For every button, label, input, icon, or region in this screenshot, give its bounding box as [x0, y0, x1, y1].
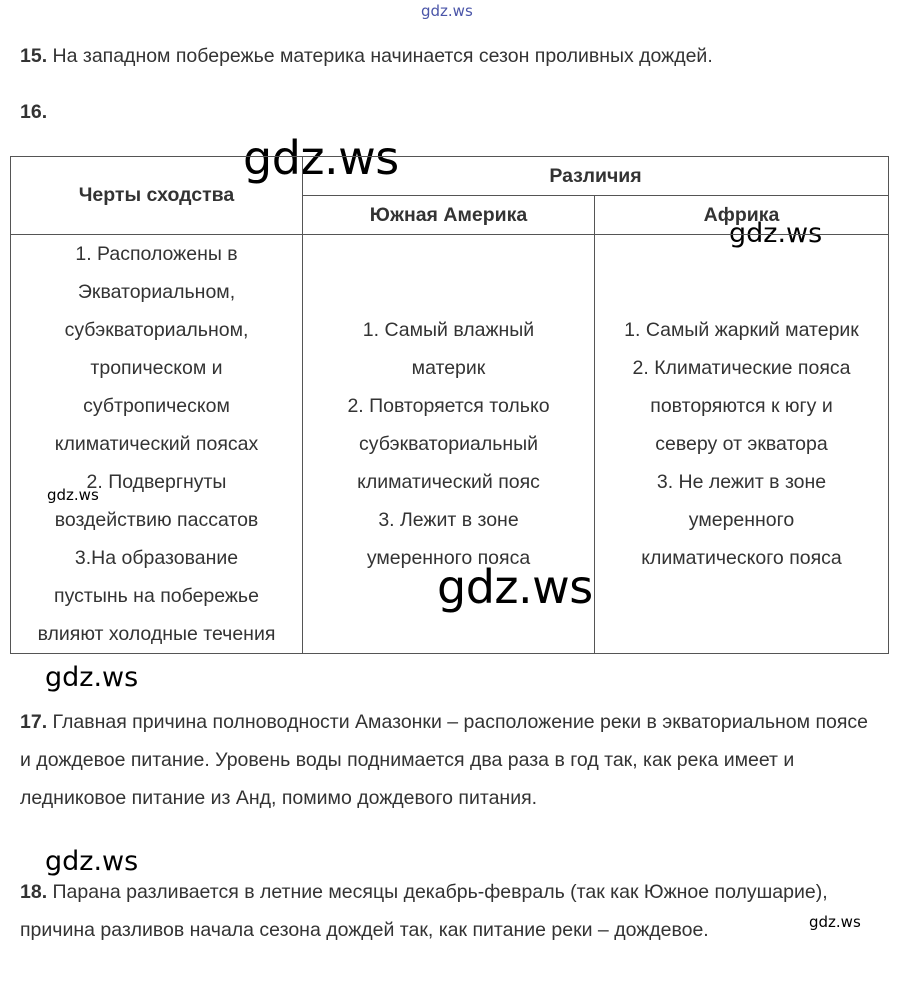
south-america-line: 1. Самый влажный [362, 319, 535, 341]
similarities-line: 2. Подвергнуты [86, 471, 227, 493]
answer-15 [20, 37, 880, 75]
similarities-line: пустынь на побережье [54, 585, 259, 607]
watermark-medium-2: gdz.ws [45, 662, 139, 693]
answer-17-number: 17. [20, 711, 48, 733]
answer-16-number: 16. [20, 101, 48, 123]
africa-line: 3. Не лежит в зоне [656, 471, 827, 493]
south-america-line: умеренного пояса [366, 547, 531, 569]
watermark-large-1: gdz.ws [243, 131, 399, 185]
header-differences: Различия [303, 157, 889, 196]
similarities-line: 1. Расположены в [75, 243, 238, 265]
africa-line: северу от экватора [655, 433, 828, 455]
africa-line: климатического пояса [641, 547, 842, 569]
south-america-line: 3. Лежит в зоне [378, 509, 519, 531]
similarities-line: субтропическом [83, 395, 230, 417]
similarities-cell [11, 235, 303, 654]
africa-line: умеренного [688, 509, 795, 531]
comparison-table [10, 156, 889, 654]
answer-18-number: 18. [20, 881, 48, 903]
similarities-line: влияют холодные течения [37, 623, 276, 645]
africa-cell [595, 235, 889, 654]
south-america-line: 2. Повторяется только [347, 395, 550, 417]
watermark-small-2: gdz.ws [809, 913, 861, 931]
watermark-small-1: gdz.ws [47, 486, 99, 504]
similarities-line: субэкваториальном, [64, 319, 249, 341]
header-south-america: Южная Америка [303, 196, 595, 235]
africa-line: 1. Самый жаркий материк [624, 319, 859, 341]
watermark-medium-1: gdz.ws [729, 218, 823, 249]
south-america-cell [303, 235, 595, 654]
answer-16 [20, 93, 880, 131]
watermark-medium-3: gdz.ws [45, 846, 139, 877]
south-america-line: материк [411, 357, 486, 379]
south-america-line: субэкваториальный [358, 433, 539, 455]
africa-line: 2. Климатические пояса [632, 357, 851, 379]
similarities-line: 3.На образование [74, 547, 239, 569]
similarities-line: Экваториальном, [77, 281, 236, 303]
answer-15-text: На западном побережье материка начинается сезон проливных дождей. [47, 45, 713, 67]
watermark-large-2: gdz.ws [437, 560, 593, 614]
header-similarities: Черты сходства [11, 157, 303, 235]
header-africa: Африка [595, 196, 889, 235]
south-america-line: климатический пояс [357, 471, 540, 493]
africa-line: повторяются к югу и [650, 395, 833, 417]
answer-15-number: 15. [20, 45, 48, 67]
similarities-line: климатический поясах [54, 433, 259, 455]
answer-17 [20, 703, 880, 817]
similarities-line: воздействию пассатов [54, 509, 259, 531]
watermark-top: gdz.ws [421, 2, 473, 20]
answer-17-text: Главная причина полноводности Амазонки – расположение реки в экваториальном поясе и дождевое питание. Уровень воды поднимается два раза в год так, как река имеет и ледниковое питание из Анд, помимо дождевого питания. [20, 711, 869, 809]
answer-18 [20, 873, 880, 949]
similarities-line: тропическом и [90, 357, 223, 379]
answer-18-text: Парана разливается в летние месяцы декабрь-февраль (так как Южное полушарие), причина разливов начала сезона дождей так, как питание реки – дождевое. [20, 881, 828, 941]
